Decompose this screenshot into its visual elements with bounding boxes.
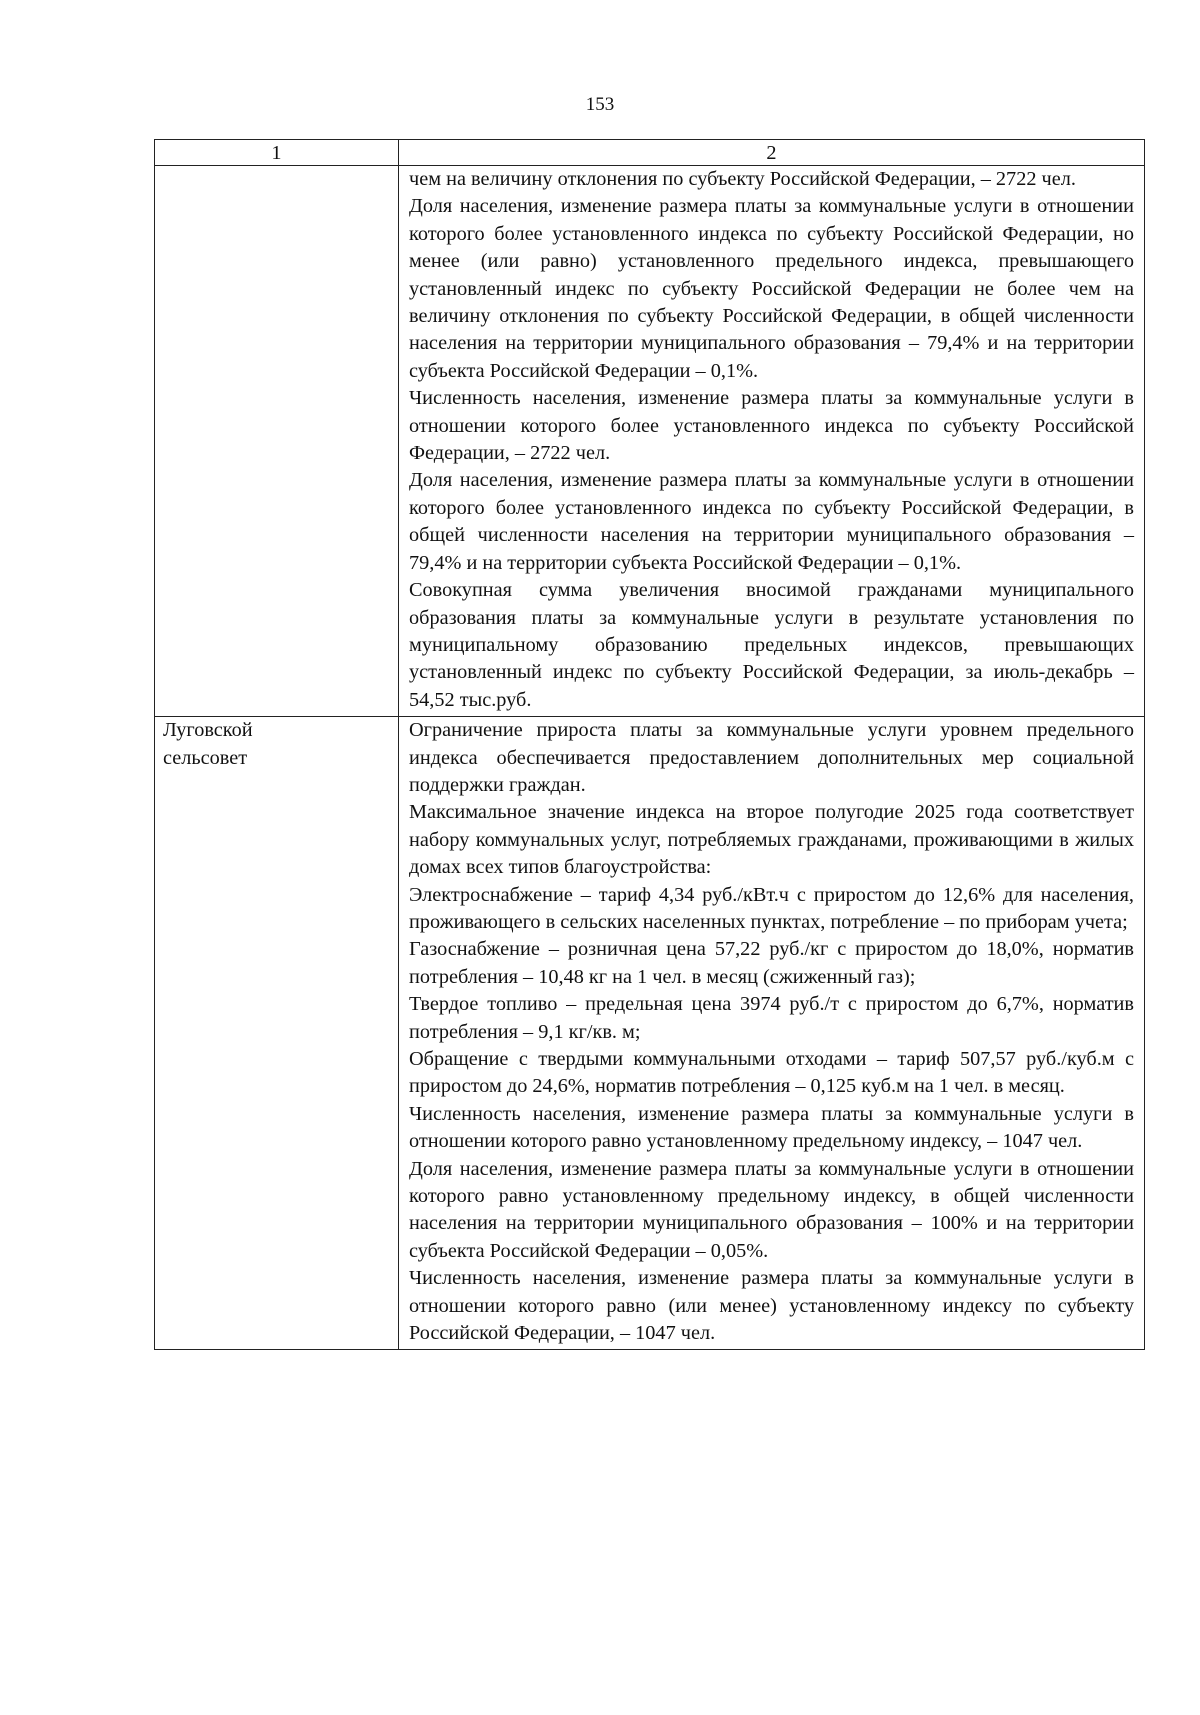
description-paragraph: Доля населения, изменение размера платы за коммунальные услуги в отношении которого равно установленному предельному индексу, в общей численности населения на территории муниципального образования – 100% и на территории субъекта Российской Федерации – 0,05%. [409, 1157, 1134, 1262]
table-row [155, 166, 1145, 717]
description-paragraph: Численность населения, изменение размера платы за коммунальные услуги в отношении которого равно установленному предельному индексу, – 1047 чел. [409, 1102, 1134, 1153]
description-paragraph: Электроснабжение – тариф 4,34 руб./кВт.ч с приростом до 12,6% для населения, проживающего в сельских населенных пунктах, потребление – по приборам учета; [409, 883, 1134, 933]
table-row [155, 717, 1145, 1350]
document-table [154, 139, 1145, 1350]
description-paragraph: Численность населения, изменение размера платы за коммунальные услуги в отношении которого равно (или менее) установленному индексу по субъекту Российской Федерации, – 1047 чел. [409, 1267, 1134, 1345]
column-header-1: 1 [155, 140, 399, 166]
municipality-name-cell [155, 166, 399, 717]
description-paragraph: чем на величину отклонения по субъекту Российской Федерации, – 2722 чел. [409, 168, 1076, 190]
page-number: 153 [585, 94, 615, 115]
description-paragraph: Максимальное значение индекса на второе полугодие 2025 года соответствует набору коммунальных услуг, потребляемых гражданами, проживающими в жилых домах всех типов благоустройства: [409, 801, 1134, 879]
description-paragraph: Ограничение прироста платы за коммунальные услуги уровнем предельного индекса обеспечивается предоставлением дополнительных мер социальной поддержки граждан. [409, 719, 1134, 796]
description-paragraph: Газоснабжение – розничная цена 57,22 руб./кг с приростом до 18,0%, норматив потребления – 10,48 кг на 1 чел. в месяц (сжиженный газ); [409, 938, 1134, 988]
description-paragraph: Доля населения, изменение размера платы за коммунальные услуги в отношении которого более установленного индекса по субъекту Российской Федерации, в общей численности населения на территории муниципального образования – 79,4% и на территории субъекта Российской Федерации – 0,1%. [409, 469, 1134, 574]
column-header-2: 2 [399, 140, 1145, 166]
description-paragraph: Обращение с твердыми коммунальными отходами – тариф 507,57 руб./куб.м с приростом до 24,6%, норматив потребления – 0,125 куб.м на 1 чел. в месяц. [409, 1048, 1134, 1098]
description-paragraph: Совокупная сумма увеличения вносимой гражданами муниципального образования платы за коммунальные услуги в результате установления по муниципальному образованию предельных индексов, превышающих установленный индекс по субъекту Российской Федерации, за июль-декабрь – 54,52 тыс.руб. [409, 579, 1134, 711]
table-body [155, 166, 1145, 1350]
description-cell [399, 717, 1145, 1350]
description-cell [399, 166, 1145, 717]
description-paragraph: Численность населения, изменение размера платы за коммунальные услуги в отношении которого более установленного индекса по субъекту Российской Федерации, – 2722 чел. [409, 387, 1134, 465]
description-paragraph: Доля населения, изменение размера платы за коммунальные услуги в отношении которого более установленного индекса по субъекту Российской Федерации, но менее (или равно) установленного предельного индекса, превышающего установленный индекс по субъекту Российской Федерации не более чем на величину отклонения по субъекту Российской Федерации, в общей численности населения на территории муниципального образования – 79,4% и на территории субъекта Российской Федерации – 0,1%. [409, 195, 1134, 382]
table-header-row [155, 140, 1145, 166]
description-paragraph: Твердое топливо – предельная цена 3974 руб./т с приростом до 6,7%, норматив потребления – 9,1 кг/кв. м; [409, 993, 1134, 1043]
municipality-name-cell: Луговской сельсовет [155, 717, 399, 1350]
